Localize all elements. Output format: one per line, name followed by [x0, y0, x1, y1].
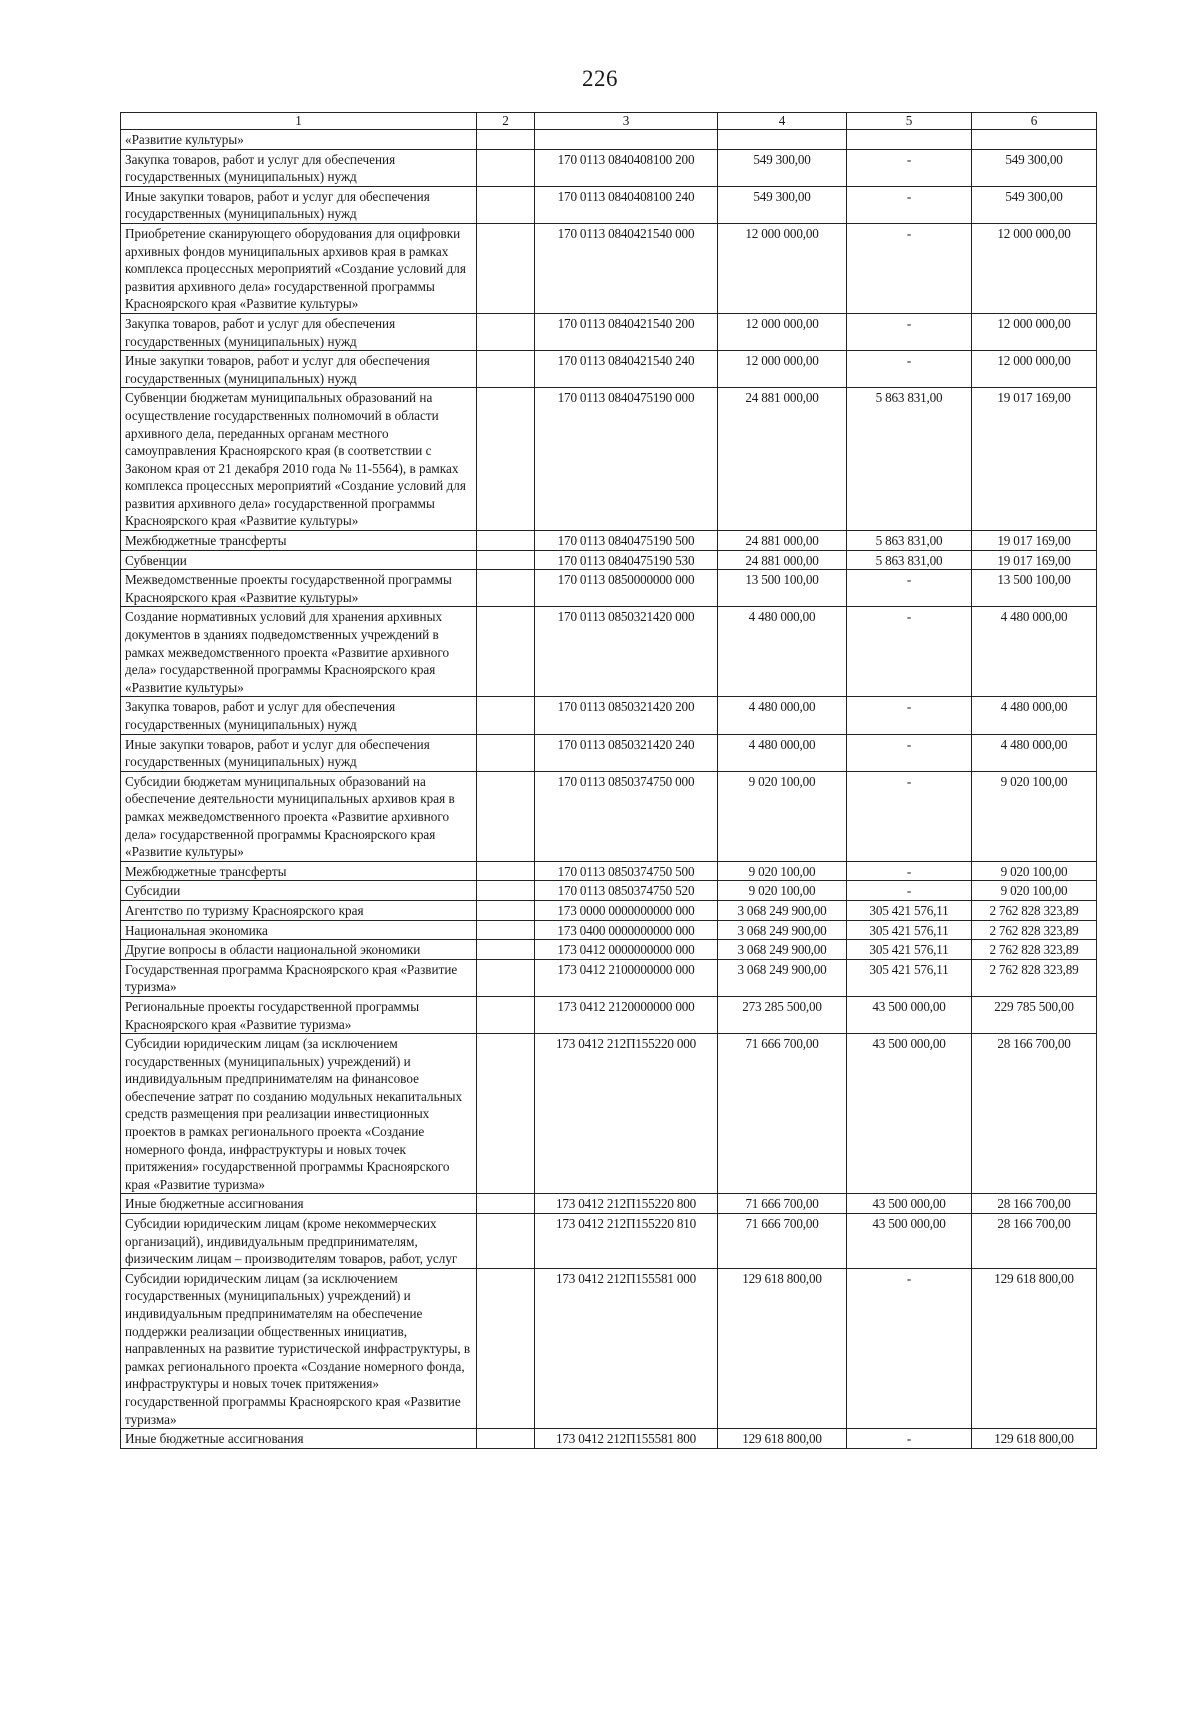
row-budget-code: 173 0412 212П155220 000 — [535, 1034, 718, 1194]
table-row — [121, 900, 1097, 920]
row-value-6: 9 020 100,00 — [972, 881, 1097, 901]
row-value-4: 12 000 000,00 — [718, 351, 847, 388]
row-budget-code: 170 0113 0850374750 500 — [535, 861, 718, 881]
row-value-5: - — [847, 1268, 972, 1428]
row-budget-code: 170 0113 0850374750 520 — [535, 881, 718, 901]
table-row — [121, 313, 1097, 350]
row-value-4: 12 000 000,00 — [718, 223, 847, 313]
row-name: Государственная программа Красноярского края «Развитие туризма» — [121, 959, 477, 996]
row-value-6: 12 000 000,00 — [972, 313, 1097, 350]
row-value-5: 305 421 576,11 — [847, 900, 972, 920]
row-name: Иные бюджетные ассигнования — [121, 1429, 477, 1449]
table-row — [121, 920, 1097, 940]
row-name: Субсидии бюджетам муниципальных образований на обеспечение деятельности муниципальных архивов края в рамках межведомственного проекта «Развитие архивного дела» государственной программы Красноярского края «Развитие культуры» — [121, 771, 477, 861]
row-column-2 — [477, 920, 535, 940]
row-column-2 — [477, 313, 535, 350]
row-value-4: 129 618 800,00 — [718, 1268, 847, 1428]
row-value-5: 43 500 000,00 — [847, 1214, 972, 1269]
row-column-2 — [477, 771, 535, 861]
row-budget-code: 170 0113 0840408100 240 — [535, 186, 718, 223]
row-value-5: 305 421 576,11 — [847, 940, 972, 960]
row-value-6: 28 166 700,00 — [972, 1034, 1097, 1194]
row-budget-code: 170 0113 0840421540 240 — [535, 351, 718, 388]
row-name: Субвенции — [121, 550, 477, 570]
row-column-2 — [477, 861, 535, 881]
row-value-4: 9 020 100,00 — [718, 861, 847, 881]
row-value-4: 549 300,00 — [718, 149, 847, 186]
row-name: «Развитие культуры» — [121, 130, 477, 150]
row-value-6: 13 500 100,00 — [972, 570, 1097, 607]
row-value-4: 71 666 700,00 — [718, 1034, 847, 1194]
row-name: Национальная экономика — [121, 920, 477, 940]
row-value-6: 9 020 100,00 — [972, 771, 1097, 861]
row-value-6: 28 166 700,00 — [972, 1194, 1097, 1214]
row-value-6: 19 017 169,00 — [972, 388, 1097, 531]
row-value-5: 305 421 576,11 — [847, 959, 972, 996]
row-budget-code: 170 0113 0850000000 000 — [535, 570, 718, 607]
row-value-5: - — [847, 607, 972, 697]
table-row — [121, 996, 1097, 1033]
row-value-4: 9 020 100,00 — [718, 771, 847, 861]
page-number: 226 — [582, 66, 618, 91]
row-column-2 — [477, 881, 535, 901]
row-budget-code: 170 0113 0850321420 000 — [535, 607, 718, 697]
row-value-4: 9 020 100,00 — [718, 881, 847, 901]
row-value-5: - — [847, 734, 972, 771]
row-name: Межведомственные проекты государственной программы Красноярского края «Развитие культуры» — [121, 570, 477, 607]
row-value-6 — [972, 130, 1097, 150]
row-name: Межбюджетные трансферты — [121, 861, 477, 881]
row-value-6: 2 762 828 323,89 — [972, 920, 1097, 940]
row-value-6: 19 017 169,00 — [972, 550, 1097, 570]
row-budget-code: 173 0000 0000000000 000 — [535, 900, 718, 920]
row-name: Субсидии юридическим лицам (кроме некоммерческих организаций), индивидуальным предпринимателям, физическим лицам – производителям товаров, работ, услуг — [121, 1214, 477, 1269]
row-value-5: - — [847, 570, 972, 607]
row-budget-code: 173 0412 212П155220 810 — [535, 1214, 718, 1269]
table-row — [121, 697, 1097, 734]
row-column-2 — [477, 697, 535, 734]
row-value-5: - — [847, 861, 972, 881]
row-name: Субвенции бюджетам муниципальных образований на осуществление государственных полномочий в области архивного дела, переданных органам местного самоуправления Красноярского края (в соответствии с Законом края от 21 декабря 2010 года № 11-5564), в рамках комплекса процессных мероприятий «Создание условий для развития архивного дела» государственной программы Красноярского края «Развитие культуры» — [121, 388, 477, 531]
row-value-6: 12 000 000,00 — [972, 223, 1097, 313]
row-name: Приобретение сканирующего оборудования для оцифровки архивных фондов муниципальных архивов края в рамках комплекса процессных мероприятий «Создание условий для развития архивного дела» государственной программы Красноярского края «Развитие культуры» — [121, 223, 477, 313]
row-value-6: 549 300,00 — [972, 149, 1097, 186]
row-value-5: 43 500 000,00 — [847, 1034, 972, 1194]
row-value-4: 549 300,00 — [718, 186, 847, 223]
row-value-5: - — [847, 351, 972, 388]
row-value-6: 4 480 000,00 — [972, 734, 1097, 771]
row-column-2 — [477, 351, 535, 388]
table-row — [121, 940, 1097, 960]
row-value-4: 3 068 249 900,00 — [718, 959, 847, 996]
row-value-6: 19 017 169,00 — [972, 531, 1097, 551]
row-name: Региональные проекты государственной программы Красноярского края «Развитие туризма» — [121, 996, 477, 1033]
budget-table — [120, 112, 1097, 1449]
row-column-2 — [477, 149, 535, 186]
row-value-5: 43 500 000,00 — [847, 996, 972, 1033]
row-column-2 — [477, 186, 535, 223]
row-value-4: 24 881 000,00 — [718, 531, 847, 551]
table-row — [121, 1268, 1097, 1428]
table-row — [121, 351, 1097, 388]
table-body — [121, 130, 1097, 1449]
row-value-5: 5 863 831,00 — [847, 550, 972, 570]
row-name: Межбюджетные трансферты — [121, 531, 477, 551]
row-value-5: - — [847, 186, 972, 223]
table-row — [121, 861, 1097, 881]
table-row — [121, 550, 1097, 570]
row-column-2 — [477, 940, 535, 960]
row-value-5: - — [847, 1429, 972, 1449]
row-budget-code: 173 0412 212П155581 800 — [535, 1429, 718, 1449]
table-row — [121, 223, 1097, 313]
row-budget-code: 173 0412 212П155220 800 — [535, 1194, 718, 1214]
row-value-4: 273 285 500,00 — [718, 996, 847, 1033]
row-value-6: 2 762 828 323,89 — [972, 940, 1097, 960]
table-row — [121, 1034, 1097, 1194]
row-value-4: 12 000 000,00 — [718, 313, 847, 350]
row-value-6: 2 762 828 323,89 — [972, 900, 1097, 920]
row-budget-code: 173 0412 2120000000 000 — [535, 996, 718, 1033]
row-column-2 — [477, 734, 535, 771]
row-value-6: 129 618 800,00 — [972, 1429, 1097, 1449]
column-header-6: 6 — [972, 113, 1097, 130]
row-name: Другие вопросы в области национальной экономики — [121, 940, 477, 960]
row-column-2 — [477, 531, 535, 551]
row-value-5: 305 421 576,11 — [847, 920, 972, 940]
row-value-5: 5 863 831,00 — [847, 531, 972, 551]
row-value-4: 4 480 000,00 — [718, 734, 847, 771]
table-row — [121, 771, 1097, 861]
table-row — [121, 607, 1097, 697]
row-column-2 — [477, 959, 535, 996]
row-value-4: 24 881 000,00 — [718, 550, 847, 570]
row-budget-code: 170 0113 0840475190 000 — [535, 388, 718, 531]
row-name: Субсидии юридическим лицам (за исключением государственных (муниципальных) учреждений) и индивидуальным предпринимателям на обеспечение поддержки реализации общественных инициатив, направленных на развитие туристической инфраструктуры, в рамках регионального проекта «Создание номерного фонда, инфраструктуры и новых точек притяжения» государственной программы Красноярского края «Развитие туризма» — [121, 1268, 477, 1428]
row-value-4: 4 480 000,00 — [718, 607, 847, 697]
table-row — [121, 531, 1097, 551]
row-column-2 — [477, 1214, 535, 1269]
table-row — [121, 1429, 1097, 1449]
row-value-6: 129 618 800,00 — [972, 1268, 1097, 1428]
table-row — [121, 1214, 1097, 1269]
row-column-2 — [477, 550, 535, 570]
row-column-2 — [477, 900, 535, 920]
row-column-2 — [477, 1429, 535, 1449]
column-header-4: 4 — [718, 113, 847, 130]
row-value-5: 43 500 000,00 — [847, 1194, 972, 1214]
row-column-2 — [477, 1034, 535, 1194]
row-value-6: 4 480 000,00 — [972, 607, 1097, 697]
row-value-5: - — [847, 771, 972, 861]
row-value-5: 5 863 831,00 — [847, 388, 972, 531]
row-value-4: 3 068 249 900,00 — [718, 900, 847, 920]
row-name: Создание нормативных условий для хранения архивных документов в зданиях подведомственных учреждений в рамках межведомственного проекта «Развитие архивного дела» государственной программы Красноярского края «Развитие культуры» — [121, 607, 477, 697]
row-name: Закупка товаров, работ и услуг для обеспечения государственных (муниципальных) нужд — [121, 149, 477, 186]
row-column-2 — [477, 607, 535, 697]
row-budget-code: 170 0113 0850374750 000 — [535, 771, 718, 861]
row-value-4: 129 618 800,00 — [718, 1429, 847, 1449]
row-name: Иные закупки товаров, работ и услуг для обеспечения государственных (муниципальных) нужд — [121, 734, 477, 771]
row-name: Закупка товаров, работ и услуг для обеспечения государственных (муниципальных) нужд — [121, 697, 477, 734]
row-column-2 — [477, 996, 535, 1033]
row-name: Субсидии юридическим лицам (за исключением государственных (муниципальных) учреждений) и индивидуальным предпринимателям на финансовое обеспечение затрат по созданию модульных некапитальных средств размещения при реализации инвестиционных проектов в рамках регионального проекта «Создание номерного фонда, инфраструктуры и новых точек притяжения» государственной программы Красноярского края «Развитие туризма» — [121, 1034, 477, 1194]
row-budget-code: 170 0113 0840408100 200 — [535, 149, 718, 186]
row-value-6: 229 785 500,00 — [972, 996, 1097, 1033]
table-row — [121, 388, 1097, 531]
row-column-2 — [477, 388, 535, 531]
table-row — [121, 570, 1097, 607]
row-value-6: 9 020 100,00 — [972, 861, 1097, 881]
table-header-row — [121, 113, 1097, 130]
row-name: Иные закупки товаров, работ и услуг для обеспечения государственных (муниципальных) нужд — [121, 186, 477, 223]
column-header-1: 1 — [121, 113, 477, 130]
row-column-2 — [477, 570, 535, 607]
row-column-2 — [477, 223, 535, 313]
row-budget-code: 173 0412 2100000000 000 — [535, 959, 718, 996]
row-value-4: 24 881 000,00 — [718, 388, 847, 531]
row-value-5: - — [847, 697, 972, 734]
column-header-2: 2 — [477, 113, 535, 130]
column-header-3: 3 — [535, 113, 718, 130]
row-value-5 — [847, 130, 972, 150]
row-value-5: - — [847, 313, 972, 350]
row-budget-code — [535, 130, 718, 150]
row-value-5: - — [847, 881, 972, 901]
row-budget-code: 173 0412 212П155581 000 — [535, 1268, 718, 1428]
table-row — [121, 130, 1097, 150]
table-row — [121, 149, 1097, 186]
row-budget-code: 173 0412 0000000000 000 — [535, 940, 718, 960]
row-column-2 — [477, 1268, 535, 1428]
row-value-4 — [718, 130, 847, 150]
row-value-4: 3 068 249 900,00 — [718, 920, 847, 940]
row-name: Субсидии — [121, 881, 477, 901]
row-budget-code: 173 0400 0000000000 000 — [535, 920, 718, 940]
table-row — [121, 734, 1097, 771]
row-budget-code: 170 0113 0850321420 200 — [535, 697, 718, 734]
row-value-5: - — [847, 223, 972, 313]
row-value-5: - — [847, 149, 972, 186]
row-value-4: 4 480 000,00 — [718, 697, 847, 734]
row-budget-code: 170 0113 0850321420 240 — [535, 734, 718, 771]
row-name: Агентство по туризму Красноярского края — [121, 900, 477, 920]
row-budget-code: 170 0113 0840475190 500 — [535, 531, 718, 551]
row-value-6: 4 480 000,00 — [972, 697, 1097, 734]
row-value-6: 12 000 000,00 — [972, 351, 1097, 388]
table-row — [121, 881, 1097, 901]
row-value-4: 3 068 249 900,00 — [718, 940, 847, 960]
row-value-6: 549 300,00 — [972, 186, 1097, 223]
row-name: Закупка товаров, работ и услуг для обеспечения государственных (муниципальных) нужд — [121, 313, 477, 350]
row-value-4: 71 666 700,00 — [718, 1194, 847, 1214]
row-column-2 — [477, 130, 535, 150]
table-row — [121, 186, 1097, 223]
table-row — [121, 1194, 1097, 1214]
row-name: Иные закупки товаров, работ и услуг для обеспечения государственных (муниципальных) нужд — [121, 351, 477, 388]
table-row — [121, 959, 1097, 996]
row-column-2 — [477, 1194, 535, 1214]
row-value-6: 2 762 828 323,89 — [972, 959, 1097, 996]
row-value-4: 71 666 700,00 — [718, 1214, 847, 1269]
row-value-6: 28 166 700,00 — [972, 1214, 1097, 1269]
row-name: Иные бюджетные ассигнования — [121, 1194, 477, 1214]
row-budget-code: 170 0113 0840421540 200 — [535, 313, 718, 350]
row-value-4: 13 500 100,00 — [718, 570, 847, 607]
row-budget-code: 170 0113 0840421540 000 — [535, 223, 718, 313]
row-budget-code: 170 0113 0840475190 530 — [535, 550, 718, 570]
column-header-5: 5 — [847, 113, 972, 130]
